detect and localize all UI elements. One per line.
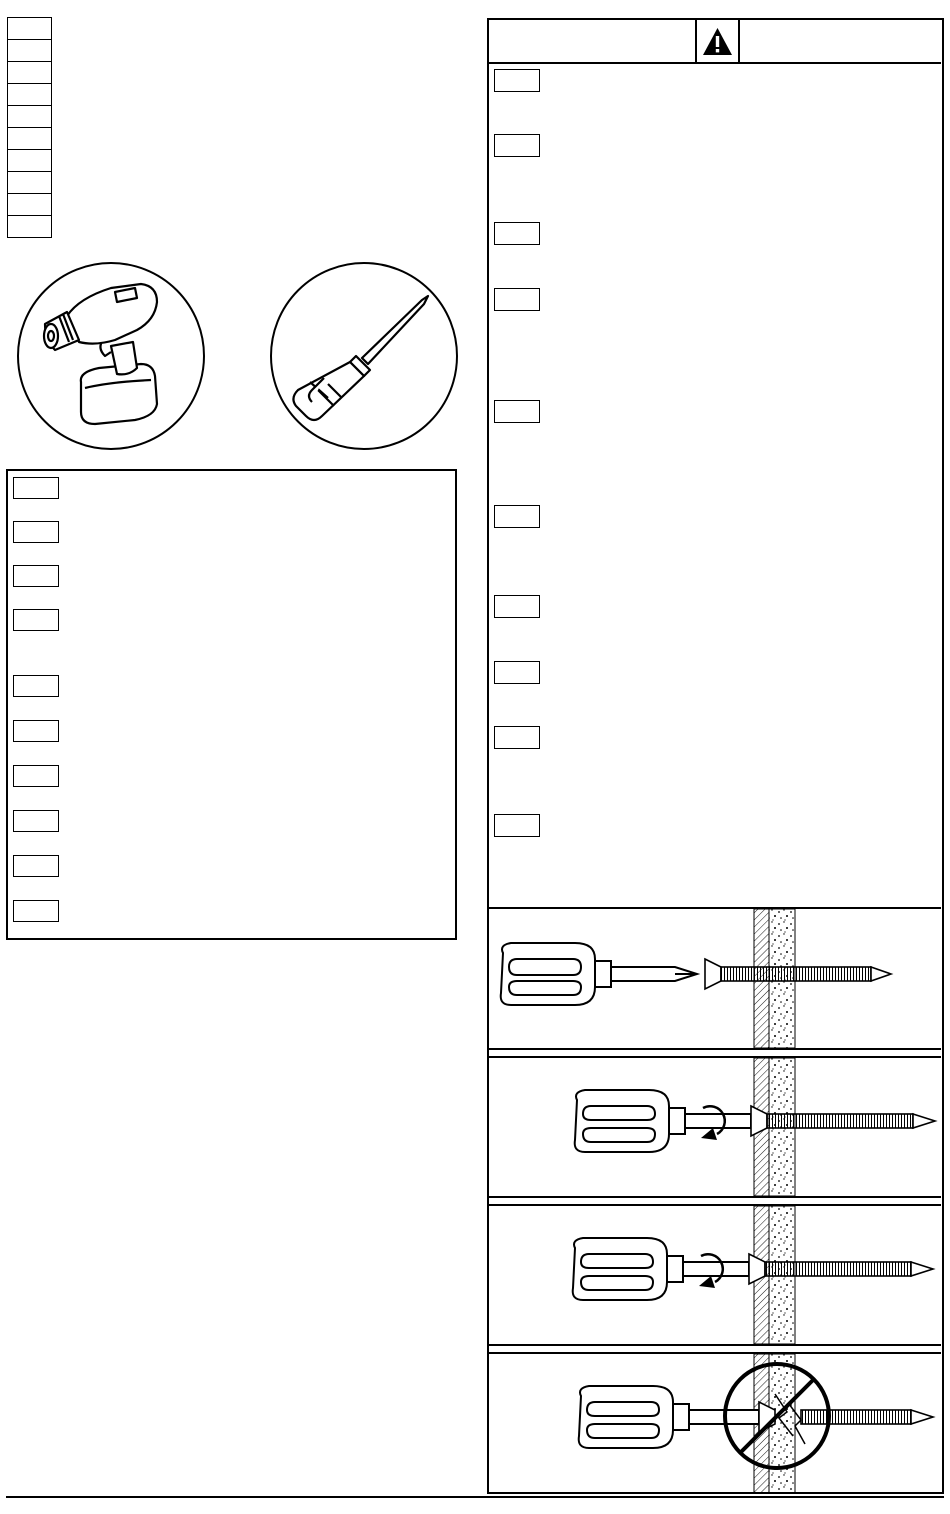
insert-screw-illustration	[489, 909, 941, 1048]
tool-label-box	[7, 193, 52, 216]
warning-label-box	[494, 726, 540, 749]
tool-label-box	[7, 61, 52, 84]
warning-label-box	[494, 595, 540, 618]
parts-label-box	[13, 521, 59, 543]
drill-illustration	[17, 262, 205, 450]
footer-rule	[6, 1496, 944, 1498]
tool-label-box	[7, 83, 52, 106]
tool-label-box	[7, 17, 52, 40]
warning-label-box	[494, 814, 540, 837]
parts-label-box	[13, 810, 59, 832]
warning-label-box	[494, 288, 540, 311]
tool-label-box	[7, 171, 52, 194]
warning-label-box	[494, 69, 540, 92]
parts-label-box	[13, 675, 59, 697]
tool-label-box	[7, 215, 52, 238]
overtighten-illustration	[489, 1354, 941, 1494]
warning-label-box	[494, 505, 540, 528]
tighten-screw-panel-body	[489, 1056, 941, 1196]
phillips-screwdriver-icon	[272, 264, 455, 447]
overtighten-prohibited-panel	[489, 1344, 941, 1352]
parts-label-box	[13, 855, 59, 877]
tool-label-stack	[7, 17, 52, 239]
cordless-drill-icon	[19, 264, 202, 447]
warning-icon-frame	[695, 20, 740, 64]
parts-label-box	[13, 477, 59, 499]
tighten-screw-panel	[489, 1048, 941, 1056]
warning-label-box	[494, 400, 540, 423]
tool-label-box	[7, 149, 52, 172]
insert-screw-panel	[489, 907, 941, 1048]
tighten-screw-illustration	[489, 1058, 941, 1196]
warning-triangle-icon	[697, 20, 738, 62]
parts-label-box	[13, 720, 59, 742]
screwdriver-illustration	[270, 262, 458, 450]
parts-label-box	[13, 609, 59, 631]
snug-screw-panel-body	[489, 1204, 941, 1344]
snug-screw-panel	[489, 1196, 941, 1204]
parts-label-box	[13, 900, 59, 922]
snug-screw-illustration	[489, 1206, 941, 1344]
warning-label-box	[494, 134, 540, 157]
warning-box	[487, 18, 944, 1494]
tool-label-box	[7, 105, 52, 128]
tool-label-box	[7, 39, 52, 62]
parts-label-box	[13, 765, 59, 787]
warning-label-box	[494, 661, 540, 684]
tool-label-box	[7, 127, 52, 150]
parts-label-box	[13, 565, 59, 587]
overtighten-prohibited-panel-body	[489, 1352, 941, 1494]
warning-header	[489, 20, 941, 64]
parts-list-box	[6, 469, 457, 940]
warning-label-box	[494, 222, 540, 245]
